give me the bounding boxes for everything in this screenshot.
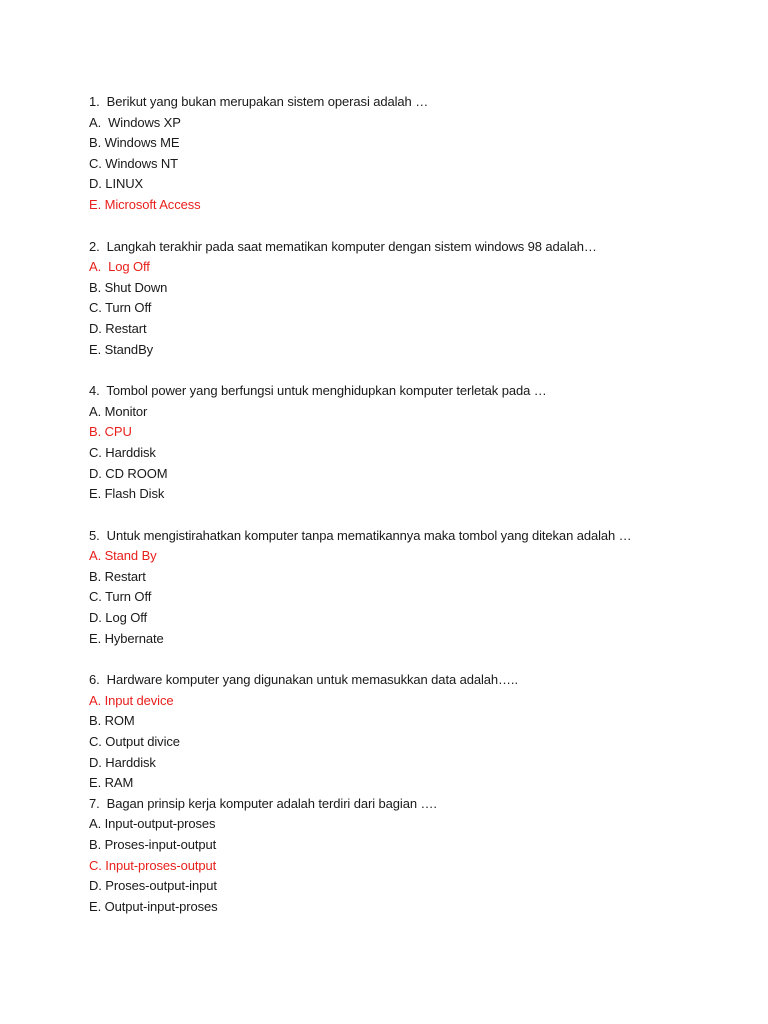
option-e-correct-answer: E. Microsoft Access [89,196,201,212]
option-d: D. Log Off [89,610,148,626]
option-b: B. Shut Down [89,279,168,295]
question-1 [89,92,729,216]
option-b: B. Restart [89,568,146,584]
question-stem: 1. Berikut yang bukan merupakan sistem operasi adalah … [89,94,429,109]
option-b: B. Proses-input-output [89,837,217,852]
question-stem: 4. Tombol power yang berfungsi untuk menghidupkan komputer terletak pada … [89,383,547,399]
option-a-correct-answer: A. Input device [89,692,174,708]
option-d: D. Proses-output-input [89,878,217,894]
option-c: C. Windows NT [89,155,178,171]
quiz-document [89,92,729,917]
option-e: E. RAM [89,775,134,791]
option-c: C. Output divice [89,734,180,750]
option-a-correct-answer: A. Log Off [89,259,150,275]
option-a: A. Input-output-proses [89,816,216,832]
question-6 [89,670,729,794]
option-e: E. Output-input-proses [89,898,218,914]
option-d: D. Restart [89,320,147,336]
option-b-correct-answer: B. CPU [89,424,132,440]
option-b: B. ROM [89,713,135,729]
question-stem: 5. Untuk mengistirahatkan komputer tanpa mematikannya maka tombol yang ditekan adalah … [89,527,632,543]
option-c: C. Turn Off [89,589,152,605]
question-stem: 7. Bagan prinsip kerja komputer adalah terdiri dari bagian …. [89,795,437,811]
option-a: A. Monitor [89,403,148,419]
option-d: D. LINUX [89,176,144,192]
question-5 [89,526,729,650]
option-c-correct-answer: C. Input-proses-output [89,857,217,873]
option-b: B. Windows ME [89,135,180,151]
question-2 [89,237,729,361]
option-a: A. Windows XP [89,114,181,130]
option-e: E. Hybernate [89,630,164,646]
option-e: E. Flash Disk [89,486,165,502]
question-stem: 6. Hardware komputer yang digunakan untuk memasukkan data adalah….. [89,672,518,688]
option-c: C. Turn Off [89,300,152,316]
option-a-correct-answer: A. Stand By [89,548,157,564]
option-d: D. Harddisk [89,754,156,770]
question-4 [89,381,729,505]
option-d: D. CD ROOM [89,465,168,481]
question-7 [89,794,729,918]
question-stem: 2. Langkah terakhir pada saat mematikan komputer dengan sistem windows 98 adalah… [89,238,597,254]
option-c: C. Harddisk [89,444,156,460]
option-e: E. StandBy [89,341,154,357]
